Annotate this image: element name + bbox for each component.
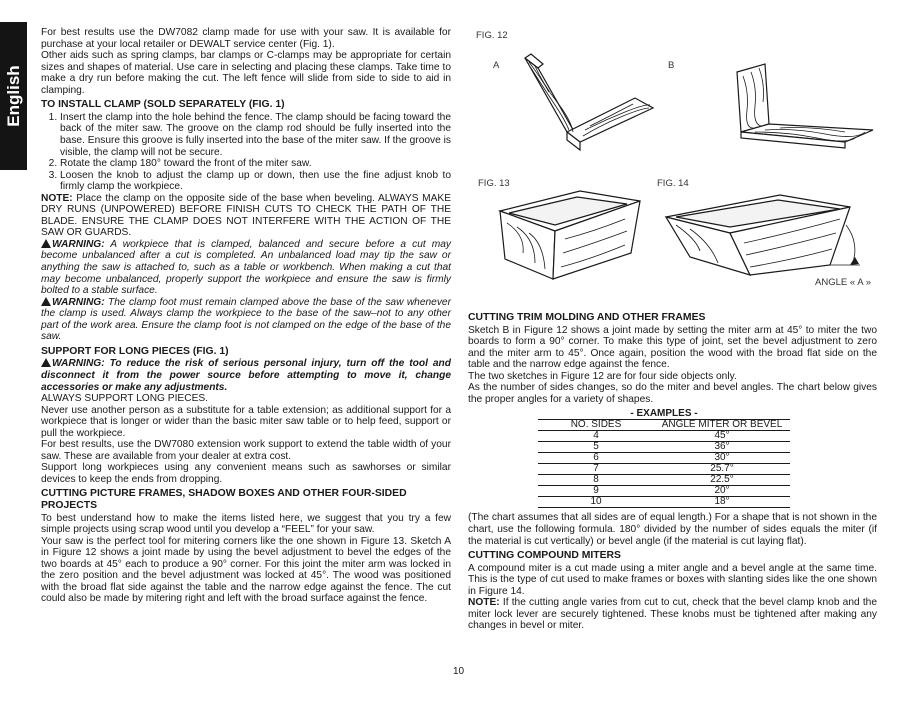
paragraph: ALWAYS SUPPORT LONG PIECES.: [41, 393, 209, 405]
table-row: [538, 453, 790, 464]
table-cell: 30°: [654, 453, 790, 464]
left-column: [41, 27, 451, 605]
list-item: 2. Rotate the clamp 180° toward the front of the miter saw.: [60, 158, 451, 170]
warning-text: A workpiece that is clamped, balanced and secure before a cut may become unbalanced after a cut is completed. An unbalanced load may tip the saw or anything the saw is attached to, such as a table or workbench. When making a cut that may become unbalanced, properly support the workpiece and ensure the saw is firmly bolted to a stable surface.: [41, 238, 451, 297]
paragraph: The two sketches in Figure 12 are for four side objects only.: [468, 370, 737, 382]
table-cell: 20°: [654, 486, 790, 497]
fig12-joint-b: [725, 52, 875, 152]
table-cell: 5: [538, 442, 654, 453]
section-heading: CUTTING TRIM MOLDING AND OTHER FRAMES: [468, 312, 706, 323]
paragraph: For best results, use the DW7080 extension work support to extend the table width of your saw. These are available from your dealer at extra cost.: [41, 439, 451, 462]
paragraph: Sketch B in Figure 12 shows a joint made by setting the miter arm at 45° to miter the two boards to form a 90° corner. To make this type of joint, set the bevel adjustment to zero and the miter arm to 45°. Once again, position the wood with the broad flat side on the table and the narrow edge against the fence.: [468, 324, 877, 371]
paragraph: As the number of sides changes, so do the miter and bevel angles. The chart below gives the proper angles for a variety of shapes.: [468, 382, 877, 405]
table-row: [538, 464, 790, 475]
table-header: NO. SIDES: [538, 420, 654, 431]
section-heading: TO INSTALL CLAMP (SOLD SEPARATELY (FIG. 1): [41, 99, 285, 111]
language-tab: [0, 22, 27, 170]
list-item: 1. Insert the clamp into the hole behind the fence. The clamp should be facing toward the back of the miter saw. The groove on the clamp rod should be fully inserted into the base. Ensure this groove is fully inserted into the base of the miter saw. If the groove is visible, the clamp will not be secure.: [60, 112, 451, 158]
fig12-joint-a: [505, 50, 655, 155]
table-cell: 8: [538, 475, 654, 486]
section-heading: CUTTING PICTURE FRAMES, SHADOW BOXES AND OTHER FOUR-SIDED PROJECTS: [41, 488, 407, 512]
fig14-compound-box: [660, 185, 875, 290]
table-header: ANGLE MITER OR BEVEL: [654, 420, 790, 431]
paragraph: Never use another person as a substitute for a table extension; as additional support for a workpiece that is longer or wider than the basic miter saw table or to help feed, support or pull the workpiece.: [41, 404, 451, 439]
language-label: English: [3, 65, 23, 127]
warning-label: WARNING:: [52, 296, 105, 308]
note-label: NOTE:: [41, 192, 73, 204]
table-cell: 22.5°: [654, 475, 790, 486]
table-row: [538, 497, 790, 508]
paragraph: For best results use the DW7082 clamp made for use with your saw. It is available for purchase at your local retailer or DEWALT service center (Fig. 1).: [41, 27, 451, 50]
table-cell: 4: [538, 431, 654, 442]
paragraph: A compound miter is a cut made using a miter angle and a bevel angle at the same time. This is the type of cut used to make frames or boxes with slanting sides like the one shown in Figure 14.: [468, 562, 877, 597]
warning-icon: [41, 358, 51, 367]
fig12-a-label: A: [493, 60, 500, 71]
table-cell: 25.7°: [654, 464, 790, 475]
list-item: 3. Loosen the knob to adjust the clamp up or down, then use the fine adjust knob to firmly clamp the workpiece.: [60, 170, 451, 193]
page-number: 10: [453, 666, 465, 677]
warning-text: To reduce the risk of serious personal injury, turn off the tool and disconnect it from the power source before attempting to move it, change accessories or make any adjustments.: [41, 358, 451, 393]
warning-icon: [41, 239, 51, 248]
table-row: [538, 442, 790, 453]
warning: [41, 358, 451, 393]
warning-text: The clamp foot must remain clamped above the base of the saw whenever the clamp is used. Always clamp the workpiece to the base of the saw–not to any other part of the work area. Ensure the clamp foot is not clamped on the edge of the base of the saw.: [41, 296, 451, 343]
paragraph: (The chart assumes that all sides are of equal length.) For a shape that is not shown in the chart, use the following formula. 180° divided by the number of sides equals the miter (if the material is cut vertically) or bevel angle (if the material is cut laying flat).: [468, 512, 877, 547]
warning: [41, 239, 451, 297]
angle-label: ANGLE « A »: [815, 277, 871, 288]
fig13-box: [495, 183, 645, 283]
warning-label: WARNING:: [52, 238, 105, 250]
examples-table: [538, 409, 790, 508]
fig12-label: FIG. 12: [476, 30, 508, 41]
table-cell: 18°: [654, 497, 790, 508]
table-row: [538, 431, 790, 442]
warning: [41, 297, 451, 343]
table-row: [538, 475, 790, 486]
table-cell: 36°: [654, 442, 790, 453]
section-heading: CUTTING COMPOUND MITERS: [468, 550, 621, 562]
table-cell: 6: [538, 453, 654, 464]
note: [468, 597, 877, 632]
note-text: Place the clamp on the opposite side of the base when beveling. ALWAYS MAKE DRY RUNS (UNPOWERED) BEFORE FINISH CUTS TO CHECK THE PATH OF THE BLADE. ENSURE THE CLAMP DOES NOT INTERFERE WITH THE ACTION OF THE SAW OR GUARDS.: [41, 192, 451, 239]
install-steps: [41, 112, 451, 193]
table-cell: 10: [538, 497, 654, 508]
fig12-b-label: B: [668, 60, 675, 71]
table-row: [538, 486, 790, 497]
section-heading: SUPPORT FOR LONG PIECES (FIG. 1): [41, 345, 229, 357]
note-label: NOTE:: [468, 597, 500, 609]
table-caption: - EXAMPLES -: [538, 409, 790, 420]
fig13-label: FIG. 13: [478, 178, 510, 189]
table-cell: 9: [538, 486, 654, 497]
warning-icon: [41, 297, 51, 306]
note-text: If the cutting angle varies from cut to cut, check that the bevel clamp knob and the miter lock lever are securely tightened. These knobs must be tightened after making any changes in bevel or miter.: [468, 597, 877, 632]
fig14-label: FIG. 14: [657, 178, 689, 189]
paragraph: Your saw is the perfect tool for mitering corners like the one shown in Figure 13. Sketch A in Figure 12 shows a joint made by using the bevel adjustment to bevel the edges of the two boards at 45° each to produce a 90° corner. For this joint the miter arm was locked in the zero position and the bevel adjustment was locked at 45°. The wood was positioned with the broad flat side against the table and the narrow edge against the fence. The cut could also be made by mitering right and left with the broad surface against the fence.: [41, 535, 451, 605]
table-cell: 7: [538, 464, 654, 475]
warning-label: WARNING:: [52, 358, 105, 370]
note: [41, 193, 451, 239]
paragraph: To best understand how to make the items listed here, we suggest that you try a few simple projects using scrap wood until you develop a “FEEL” for your saw.: [41, 512, 451, 536]
table-cell: 45°: [654, 431, 790, 442]
right-column: [468, 309, 877, 632]
paragraph: Other aids such as spring clamps, bar clamps or C-clamps may be appropriate for certain sizes and shapes of material. Use care in selecting and placing these clamps. Take time to make a dry run before making the cut. The left fence will slide from side to side to aid in clamping.: [41, 50, 451, 96]
paragraph: Support long workpieces using any convenient means such as sawhorses or similar devices to keep the ends from dropping.: [41, 462, 451, 485]
